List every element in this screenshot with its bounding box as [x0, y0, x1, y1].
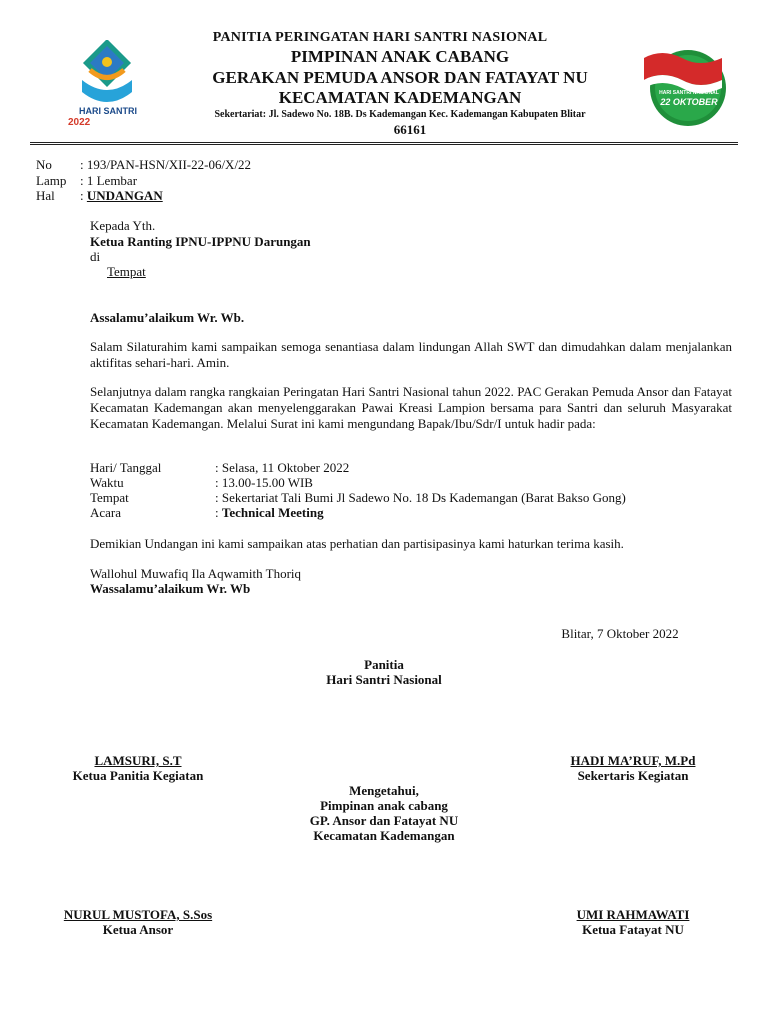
paragraph-closing: Demikian Undangan ini kami sampaikan atas perhatian dan partisipasinya kami haturkan terima kasih.	[90, 536, 624, 551]
letterhead-district: KECAMATAN KADEMANGAN	[278, 88, 522, 107]
schedule-time-value: : 13.00-15.00 WIB	[215, 475, 313, 490]
meta-lamp-value: : 1 Lembar	[80, 173, 138, 188]
hari-santri-year: 2022	[68, 117, 91, 128]
letterhead-divider	[30, 142, 738, 145]
meta-hal-label: Hal	[36, 188, 55, 203]
recipient-salutation: Kepada Yth.	[90, 218, 156, 233]
meta-no-value: : 193/PAN-HSN/XII-22-06/X/22	[80, 157, 252, 172]
schedule-event-label: Acara	[90, 505, 122, 520]
letterhead-pac: PIMPINAN ANAK CABANG	[290, 47, 510, 66]
letterhead-committee: PANITIA PERINGATAN HARI SANTRI NASIONAL	[212, 30, 548, 45]
letter-date: Blitar, 7 Oktober 2022	[561, 626, 679, 641]
hari-santri-title: HARI SANTRI	[79, 106, 137, 116]
schedule-day-value: : Selasa, 11 Oktober 2022	[215, 460, 350, 475]
acknowledged-label: Mengetahui,	[349, 783, 419, 798]
signer-chair-name: LAMSURI, S.T	[94, 753, 182, 768]
letterhead-postal-code: 66161	[393, 122, 427, 137]
schedule-event-value: Technical Meeting	[221, 505, 324, 520]
meta-hal-value: UNDANGAN	[86, 188, 163, 203]
hari-santri-logo	[62, 40, 152, 130]
meta-lamp-label: Lamp	[36, 173, 67, 188]
schedule-event-row	[215, 505, 324, 521]
closing-greeting: Wassalamu’alaikum Wr. Wb	[90, 581, 251, 596]
signer-fatayat-name: UMI RAHMAWATI	[576, 907, 690, 922]
acknowledged-org-1: Pimpinan anak cabang	[320, 798, 448, 813]
recipient-name: Ketua Ranting IPNU-IPPNU Darungan	[90, 234, 311, 249]
signer-chair-role: Ketua Panitia Kegiatan	[72, 768, 204, 783]
signer-secretary-role: Sekertaris Kegiatan	[577, 768, 689, 783]
hsn-badge-line2: 22 OKTOBER	[660, 97, 718, 107]
schedule-place-value: : Sekertariat Tali Bumi Jl Sadewo No. 18 Ds Kademangan (Barat Bakso Gong)	[215, 490, 626, 505]
letterhead-address: Sekertariat: Jl. Sadewo No. 18B. Ds Kademangan Kec. Kademangan Kabupaten Blitar	[214, 109, 586, 120]
signer-fatayat-role: Ketua Fatayat NU	[582, 922, 684, 937]
schedule-day-label: Hari/ Tanggal	[90, 460, 162, 475]
signer-secretary-name: HADI MA’RUF, M.Pd	[570, 753, 696, 768]
meta-no-label: No	[36, 157, 52, 172]
opening-greeting: Assalamu’alaikum Wr. Wb.	[90, 310, 245, 325]
acknowledged-org-3: Kecamatan Kademangan	[313, 828, 455, 843]
schedule-event-colon: :	[215, 505, 219, 520]
paragraph-invitation: Selanjutnya dalam rangka rangkaian Peringatan Hari Santri Nasional tahun 2022. PAC Gerakan Pemuda Ansor dan Fatayat Kecamatan Kademangan akan menyelenggarakan Pawai Kreasi Lampion bersama para Santri dan seluruh Masyarakat Kecamatan Kademangan. Melalui Surat ini kami mengundang Bapak/Ibu/Sdr/I untuk hadir pada:	[90, 384, 732, 431]
recipient-di: di	[90, 249, 101, 264]
schedule-place-label: Tempat	[90, 490, 129, 505]
wallohul-line: Wallohul Muwafiq Ila Aqwamith Thoriq	[90, 566, 302, 581]
signer-ansor-name: NURUL MUSTOFA, S.Sos	[63, 907, 213, 922]
committee-title: Panitia	[364, 657, 404, 672]
signer-ansor-role: Ketua Ansor	[102, 922, 174, 937]
acknowledged-org-2: GP. Ansor dan Fatayat NU	[309, 813, 459, 828]
meta-hal-colon: :	[80, 188, 84, 203]
letterhead-organization: GERAKAN PEMUDA ANSOR DAN FATAYAT NU	[212, 68, 588, 87]
recipient-place: Tempat	[107, 264, 146, 279]
paragraph-greeting: Salam Silaturahim kami sampaikan semoga senantiasa dalam lindungan Allah SWT dan dimudahkan dalam menjalankan aktifitas sehari-hari. Amin.	[90, 339, 732, 370]
meta-hal-row	[80, 188, 163, 204]
schedule-time-label: Waktu	[90, 475, 124, 490]
hsn-badge-line1: HARI SANTRI NASIONAL	[659, 90, 719, 96]
committee-subtitle: Hari Santri Nasional	[326, 672, 442, 687]
